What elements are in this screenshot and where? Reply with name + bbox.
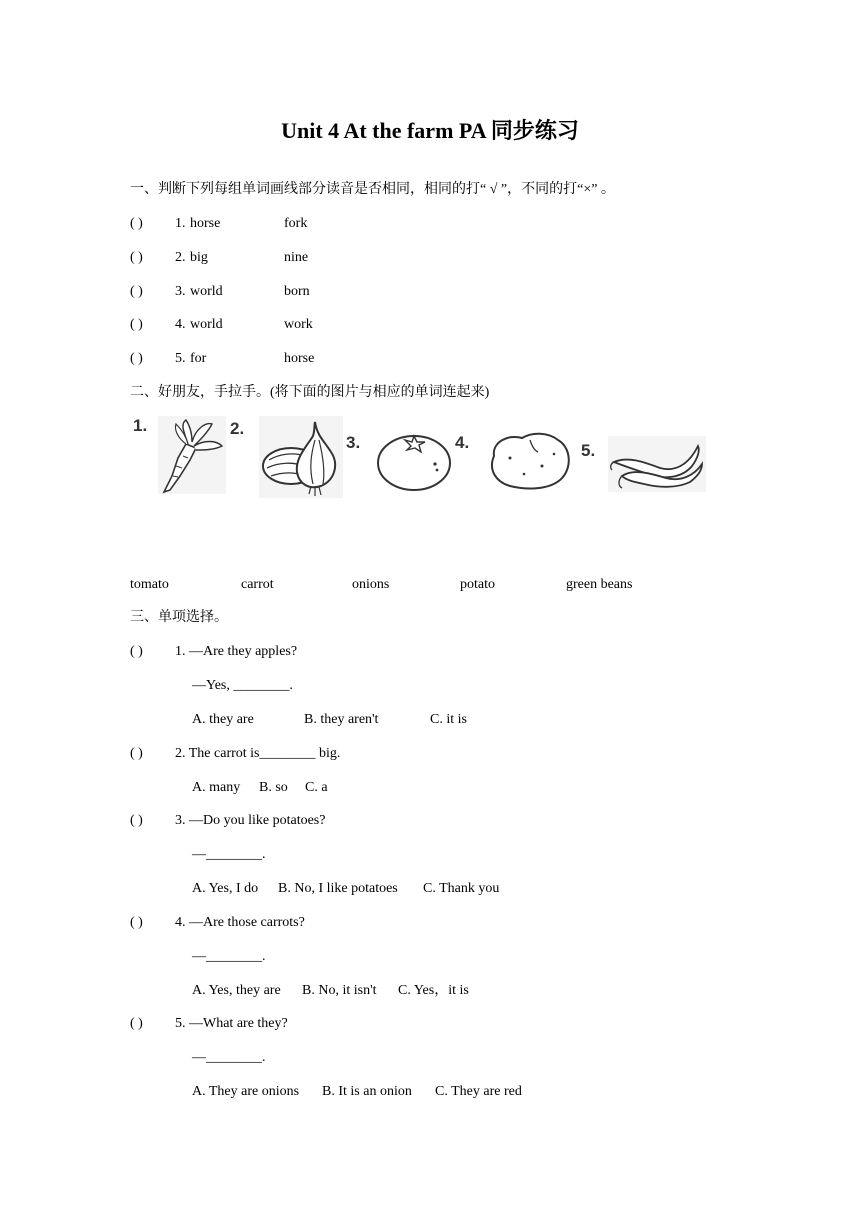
picture-number: 2.	[230, 419, 245, 438]
question-stem: 4. —Are those carrots?	[175, 915, 305, 930]
option-a[interactable]: A. Yes, I do	[192, 881, 259, 896]
option-a[interactable]: A. Yes, they are	[192, 983, 281, 998]
option-c[interactable]: C. a	[305, 780, 328, 795]
match-word[interactable]: onions	[352, 577, 390, 592]
answer-paren[interactable]: ( )	[130, 216, 143, 231]
page-title: Unit 4 At the farm PA 同步练习	[281, 118, 579, 143]
picture-number: 4.	[455, 433, 470, 452]
answer-line: —________.	[192, 949, 266, 964]
answer-paren[interactable]: ( )	[130, 644, 143, 659]
answer-paren[interactable]: ( )	[130, 915, 143, 930]
word-1: horse	[190, 216, 221, 231]
answer-paren[interactable]: ( )	[130, 1016, 143, 1031]
answer-line: —________.	[192, 847, 266, 862]
option-b[interactable]: B. they aren't	[304, 712, 379, 727]
option-c[interactable]: C. it is	[430, 712, 467, 727]
section2-heading: 二、好朋友，手拉手。(将下面的图片与相应的单词连起来)	[130, 385, 490, 400]
match-word[interactable]: carrot	[241, 577, 274, 592]
picture-number: 3.	[346, 433, 361, 452]
answer-line: —Yes, ________.	[192, 678, 293, 693]
match-word[interactable]: green beans	[566, 577, 633, 592]
option-c[interactable]: C. Yes，it is	[398, 983, 469, 998]
match-word[interactable]: potato	[460, 577, 495, 592]
option-b[interactable]: B. It is an onion	[322, 1084, 412, 1099]
picture-number: 1.	[133, 416, 148, 435]
picture-number: 5.	[581, 441, 596, 460]
question-stem: 1. —Are they apples?	[175, 644, 298, 659]
word-1: world	[190, 284, 223, 299]
word-1: for	[190, 351, 207, 366]
answer-paren[interactable]: ( )	[130, 284, 143, 299]
option-a[interactable]: A. they are	[192, 712, 254, 727]
option-c[interactable]: C. Thank you	[423, 881, 500, 896]
option-b[interactable]: B. so	[259, 780, 288, 795]
option-b[interactable]: B. No, it isn't	[302, 983, 377, 998]
section1-heading: 一、判断下列每组单词画线部分读音是否相同，相同的打“ √ ”，不同的打“×” 。	[130, 182, 615, 197]
green-beans-icon	[608, 436, 706, 492]
word-2: born	[284, 284, 310, 299]
option-a[interactable]: A. many	[192, 780, 241, 795]
answer-paren[interactable]: ( )	[130, 351, 143, 366]
option-c[interactable]: C. They are red	[435, 1084, 522, 1099]
word-2: fork	[284, 216, 308, 231]
item-number: 2.	[175, 250, 186, 265]
answer-line: —________.	[192, 1050, 266, 1065]
word-1: big	[190, 250, 208, 265]
carrot-icon	[156, 414, 228, 496]
section3-heading: 三、单项选择。	[130, 610, 228, 625]
question-stem: 3. —Do you like potatoes?	[175, 813, 326, 828]
onion-icon	[259, 416, 343, 498]
answer-paren[interactable]: ( )	[130, 813, 143, 828]
word-2: nine	[284, 250, 309, 265]
question-stem: 2. The carrot is________ big.	[175, 746, 341, 761]
word-2: horse	[284, 351, 315, 366]
question-stem: 5. —What are they?	[175, 1016, 288, 1031]
match-word[interactable]: tomato	[130, 577, 169, 592]
item-number: 5.	[175, 351, 186, 366]
answer-paren[interactable]: ( )	[130, 746, 143, 761]
word-1: world	[190, 317, 223, 332]
tomato-icon	[375, 430, 453, 492]
item-number: 3.	[175, 284, 186, 299]
option-a[interactable]: A. They are onions	[192, 1084, 300, 1099]
answer-paren[interactable]: ( )	[130, 317, 143, 332]
item-number: 4.	[175, 317, 186, 332]
item-number: 1.	[175, 216, 186, 231]
option-b[interactable]: B. No, I like potatoes	[278, 881, 398, 896]
word-2: work	[284, 317, 313, 332]
answer-paren[interactable]: ( )	[130, 250, 143, 265]
potato-icon	[486, 430, 574, 492]
